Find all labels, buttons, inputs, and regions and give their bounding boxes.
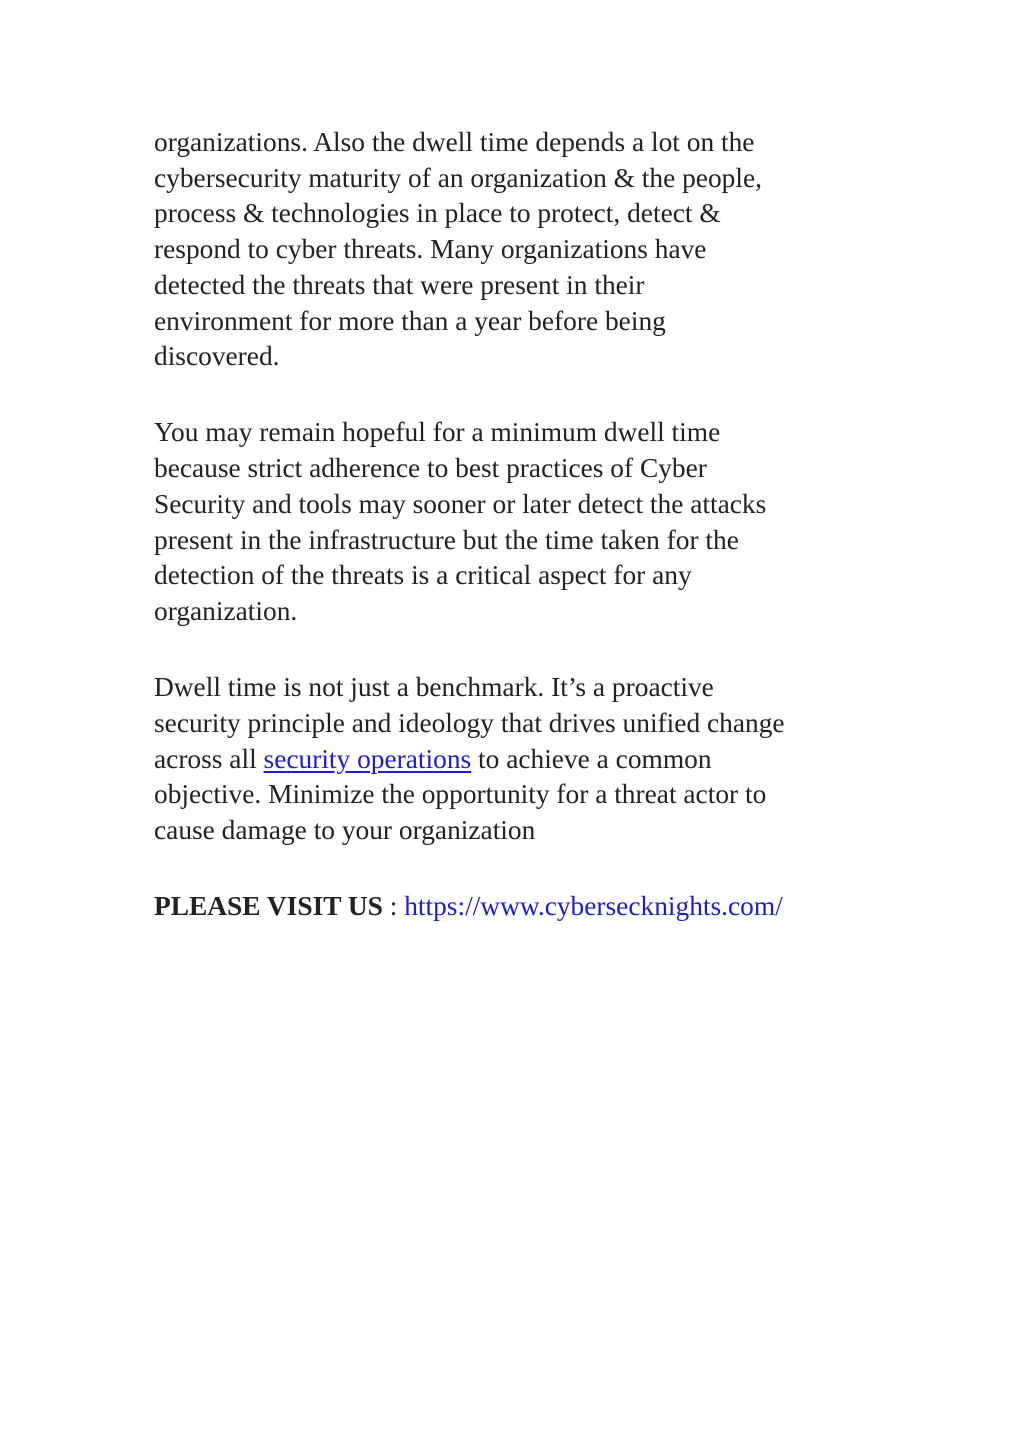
text-line: You may remain hopeful for a minimum dwell time bbox=[154, 417, 721, 448]
text-line: discovered. bbox=[154, 341, 280, 372]
paragraph-minimum-dwell-time bbox=[154, 415, 884, 629]
text-line: detected the threats that were present in their bbox=[154, 269, 645, 300]
visit-us-label: PLEASE VISIT US bbox=[154, 891, 383, 922]
paragraph-dwell-time-maturity bbox=[154, 125, 884, 375]
text-line: Security and tools may sooner or later detect the attacks bbox=[154, 488, 767, 519]
visit-us-line bbox=[154, 889, 884, 925]
text-line: process & technologies in place to protect, detect & bbox=[154, 198, 721, 229]
security-operations-link[interactable]: security operations bbox=[263, 743, 472, 774]
text-line-with-link bbox=[154, 742, 884, 778]
text-line: objective. Minimize the opportunity for a threat actor to bbox=[154, 779, 767, 810]
paragraph-proactive-principle bbox=[154, 670, 884, 849]
text-line: present in the infrastructure but the time taken for the bbox=[154, 524, 739, 555]
document-body bbox=[154, 125, 884, 952]
website-url-link[interactable]: https://www.cybersecknights.com/ bbox=[404, 891, 783, 922]
text-line: security principle and ideology that drives unified change bbox=[154, 707, 785, 738]
text-line: organization. bbox=[154, 595, 298, 626]
text-line: respond to cyber threats. Many organizations have bbox=[154, 234, 707, 265]
text-line: cause damage to your organization bbox=[154, 814, 536, 845]
text-line: detection of the threats is a critical aspect for any bbox=[154, 560, 692, 591]
text-line: cybersecurity maturity of an organization & the people, bbox=[154, 162, 762, 193]
text-fragment: across all bbox=[154, 743, 264, 774]
text-line: Dwell time is not just a benchmark. It’s a proactive bbox=[154, 672, 714, 703]
visit-us-separator: : bbox=[382, 891, 405, 922]
text-line: organizations. Also the dwell time depends a lot on the bbox=[154, 127, 755, 157]
text-line: because strict adherence to best practices of Cyber bbox=[154, 453, 707, 484]
text-fragment: to achieve a common bbox=[471, 743, 712, 774]
text-line: environment for more than a year before being bbox=[154, 305, 666, 336]
